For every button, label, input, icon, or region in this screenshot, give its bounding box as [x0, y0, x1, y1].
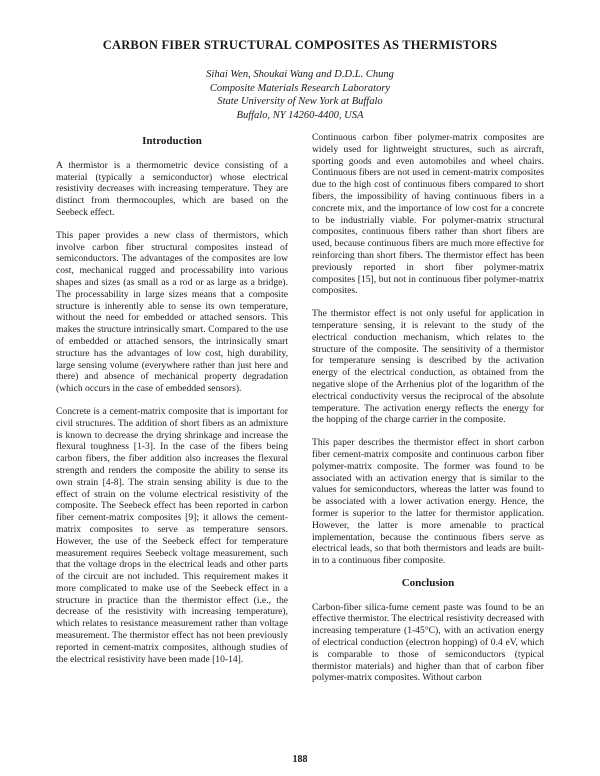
left-column	[56, 130, 288, 676]
introduction-heading: Introduction	[142, 135, 202, 147]
right-column	[312, 132, 544, 695]
right-paragraph-2: The thermistor effect is not only useful for application in temperature sensing, it is relevant to the study of the electrical conduction mechanism, which relates to the structure of the composite. The sensitivity of a thermistor for temperature sensing is described by the activation energy of the electrical conduction, as obtained from the negative slope of the Arrhenius plot of the logarithm of the electrical conductivity versus the reciprocal of the absolute temperature. The activation energy reflects the energy for the hopping of the charge carrier in the composite.	[312, 308, 544, 426]
intro-paragraph-1: A thermistor is a thermometric device consisting of a material (typically a semiconductor) whose electrical resistivity decreases with increasing temperature. They are distinct from thermocouples, which are based on the Seebeck effect.	[56, 159, 288, 218]
affiliation-address: Buffalo, NY 14260-4400, USA	[236, 109, 364, 121]
conclusion-paragraph: Carbon-fiber silica-fume cement paste was found to be an effective thermistor. The electrical resistivity decreased with increasing temperature (1-45°C), with an activation energy of electrical conduction (electron hopping) of 0.4 eV, which is comparable to those of semiconductors (typical thermistor materials) and higher than that of carbon fiber polymer-matrix composites. Without carbon	[312, 601, 544, 684]
affiliation-lab: Composite Materials Research Laboratory	[209, 82, 391, 94]
right-paragraph-1: Continuous carbon fiber polymer-matrix composites are widely used for lightweight structures, such as aircraft, sporting goods and even automobiles and wheel chairs. Continuous fibers are not used in cement-matrix composites due to the high cost of continuous fibers compared to short fibers, the impossibility of having continuous fibers in a concrete mix, and the importance of low cost for a concrete to be industrially viable. For polymer-matrix structural composites, continuous fibers rather than short fibers are used, because continuous fibers are much more effective for reinforcing than short fibers. The thermistor effect has been previously reported in short fiber polymer-matrix composites [15], but not in continuous fiber polymer-matrix composites.	[312, 132, 544, 297]
intro-paragraph-3: Concrete is a cement-matrix composite that is important for civil structures. The addition of short fibers as an admixture is known to decrease the drying shrinkage and increase the flexural toughness [1-3]. In the case of the fibers being carbon fibers, the fiber addition also increases the flexural strength and renders the composite the ability to sense its own strain [4-8]. The strain sensing ability is due to the effect of strain on the volume electrical resistivity of the composite. The Seebeck effect has been reported in carbon fiber cement-matrix composites [9]; it allows the cement-matrix composites to serve as temperature sensors. However, the use of the Seebeck effect for temperature measurement requires Seebeck voltage measurement, such that the voltage drops in the electrical leads and other parts of the circuit are not included. This requirement makes it more complicated to make use of the Seebeck effect in a structure in practice than the thermistor effect (i.e., the decrease of the resistivity with increasing temperature), which relates to resistance measurement rather than voltage measurement. The thermistor effect has not been previously reported in cement-matrix composites, although studies of the electrical resistivity have been made [10-14].	[56, 405, 288, 665]
page-number: 188	[292, 754, 308, 765]
affiliation-university: State University of New York at Buffalo	[217, 96, 383, 107]
intro-paragraph-2: This paper provides a new class of thermistors, which involve carbon fiber structural composites instead of semiconductors. The advantages of the composites are low cost, mechanical rugged and processability into various shapes and sizes (as small as a rod or as large as a bridge). The processability in large sizes means that a composite structure is inherently able to sense its own temperature, without the need for embedded or attached sensors. This makes the structure intrinsically smart. Compared to the use of embedded or attached sensors, the intrinsically smart structure has the advantages of low cost, high durability, large sensing volume (everywhere rather than just here and there) and absence of mechanical property degradation (which occurs in the case of embedded sensors).	[56, 229, 288, 395]
paper-title: CARBON FIBER STRUCTURAL COMPOSITES AS THERMISTORS	[102, 38, 498, 52]
conclusion-heading: Conclusion	[401, 576, 455, 589]
author-names: Sihai Wen, Shoukai Wang and D.D.L. Chung	[206, 69, 394, 80]
author-block	[100, 68, 500, 122]
right-paragraph-3: This paper describes the thermistor effect in short carbon fiber cement-matrix composite and continuous carbon fiber polymer-matrix composite. The former was found to be associated with an activation energy that is similar to the values for semiconductors, whereas the latter was found to be associated with a lower activation energy. Hence, the former is superior to the latter for thermistor application. However, the latter is more amenable to practical implementation, because the continuous fibers serve as electrical leads, so that both thermistors and leads are built-in to a continuous fiber composite.	[312, 437, 544, 567]
